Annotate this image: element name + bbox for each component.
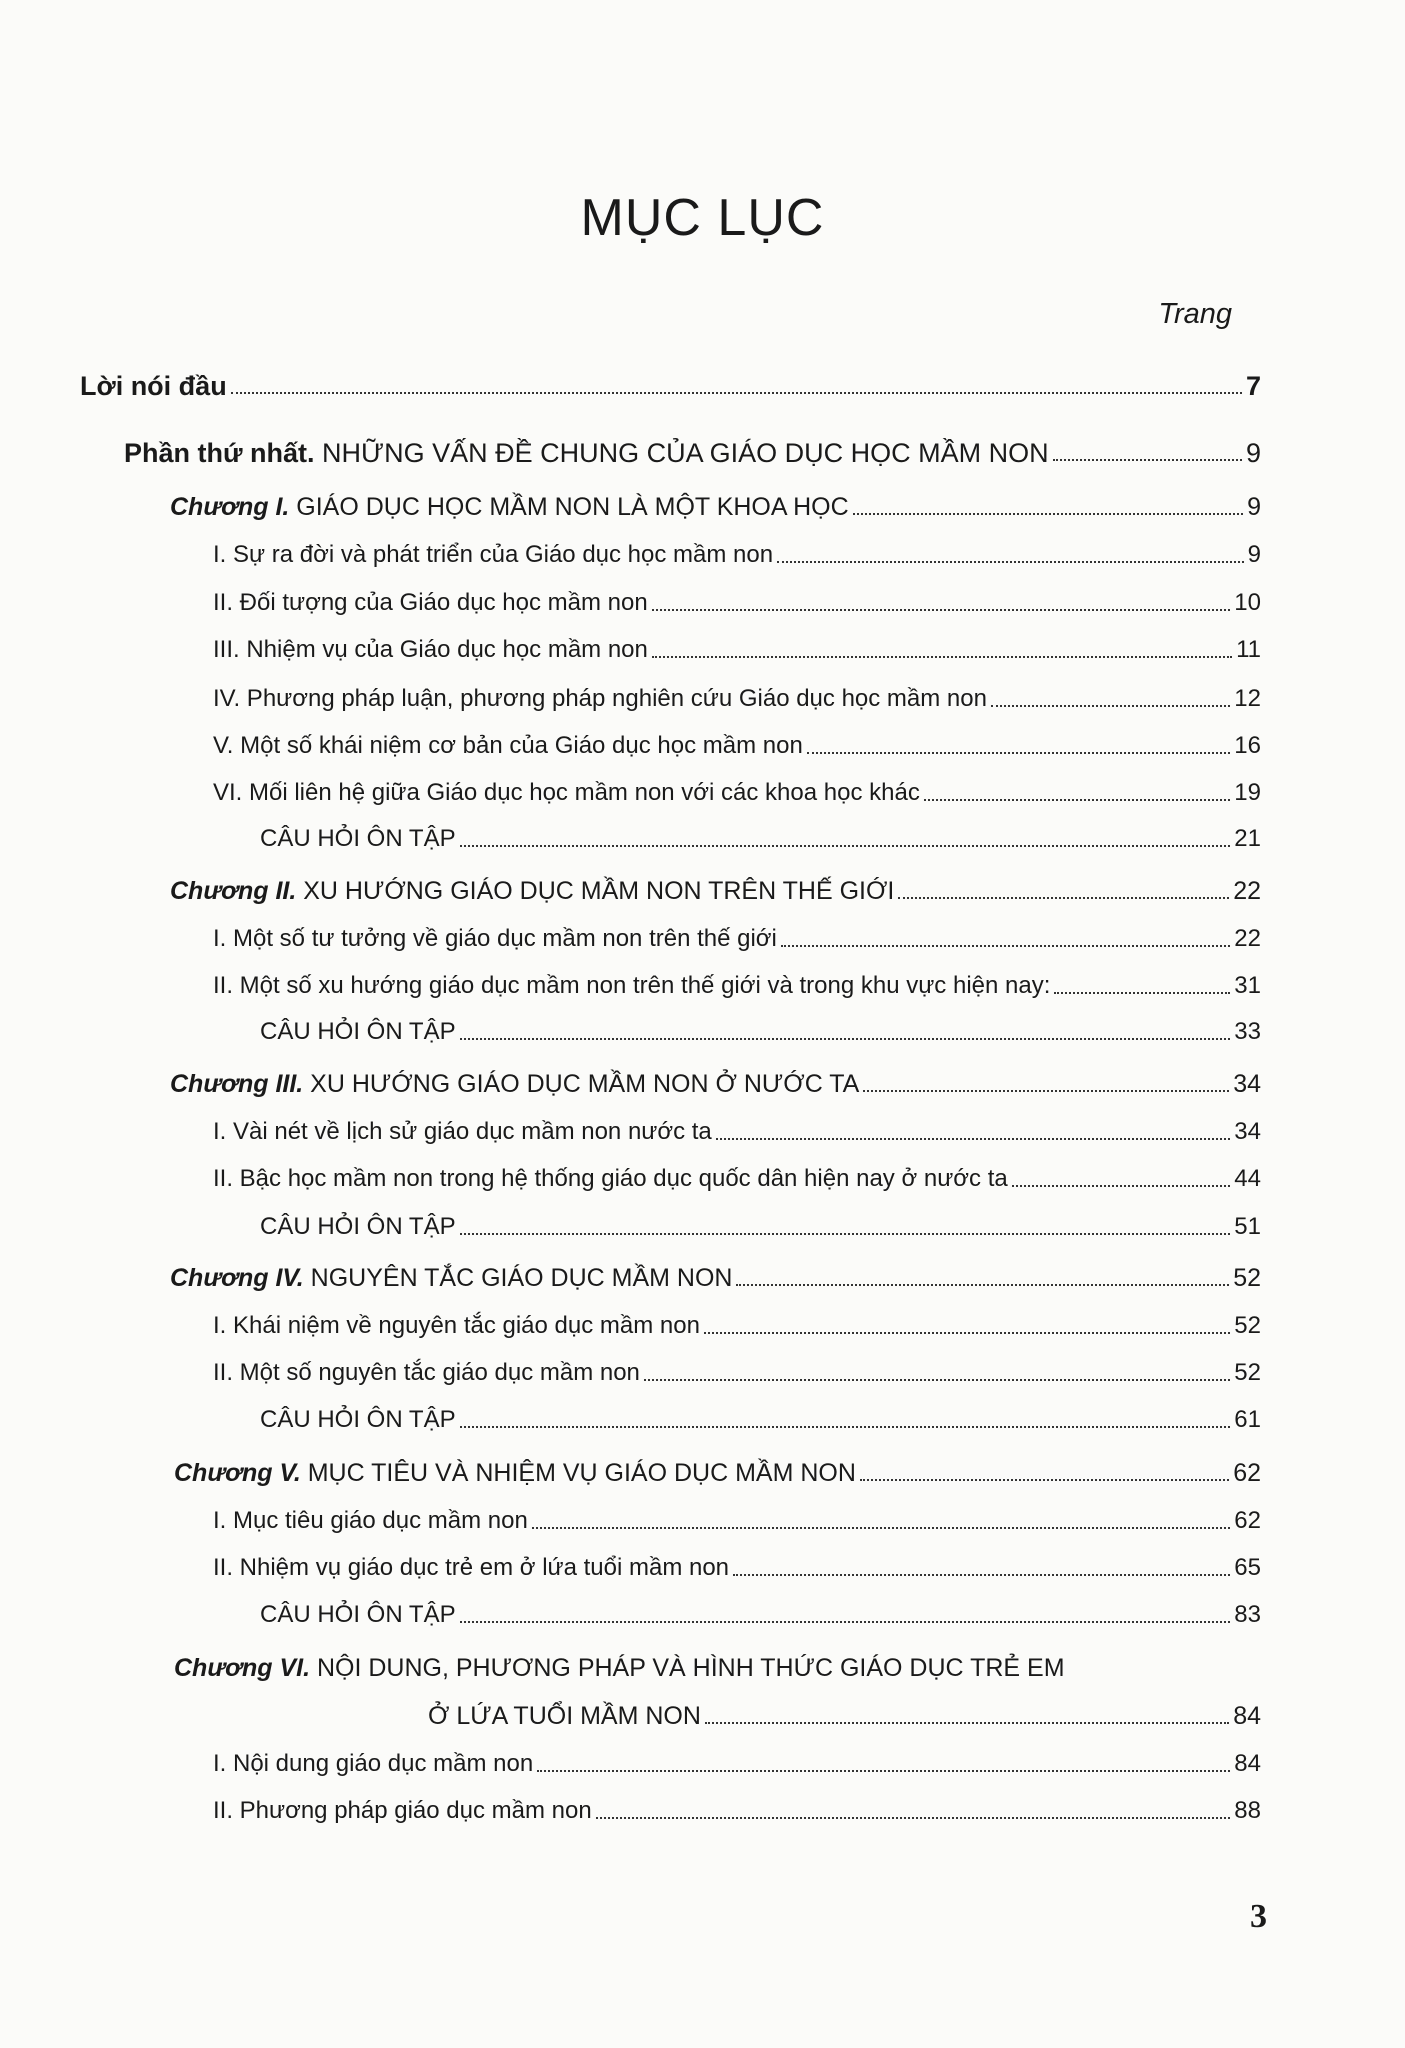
toc-entry-page: 84: [1234, 1750, 1261, 1777]
dot-leader: [704, 1332, 1230, 1334]
toc-entry-page: 84: [1233, 1702, 1261, 1730]
toc-chapter-entry[interactable]: [174, 1652, 1065, 1684]
toc-entry-title: VI. Mối liên hệ giữa Giáo dục học mầm non với các khoa học khác: [213, 779, 920, 806]
dot-leader: [644, 1379, 1230, 1381]
toc-section-entry[interactable]: [213, 777, 1261, 809]
toc-entry-page: 34: [1233, 1070, 1261, 1098]
toc-section-entry[interactable]: [213, 587, 1261, 619]
toc-entry-title: NGUYÊN TẮC GIÁO DỤC MẦM NON: [303, 1264, 733, 1292]
dot-leader: [991, 705, 1230, 707]
toc-entry-page: 52: [1233, 1264, 1261, 1292]
dot-leader: [596, 1817, 1231, 1819]
toc-section-entry[interactable]: [213, 970, 1261, 1002]
toc-review-entry[interactable]: [260, 1016, 1261, 1048]
toc-section-entry[interactable]: [213, 539, 1261, 571]
toc-entry-title: II. Nhiệm vụ giáo dục trẻ em ở lứa tuổi mầm non: [213, 1554, 730, 1581]
toc-entry-title: II. Phương pháp giáo dục mầm non: [213, 1797, 592, 1824]
toc-entry-page: 31: [1234, 972, 1261, 999]
toc-section-entry[interactable]: [213, 1357, 1261, 1389]
dot-leader: [705, 1722, 1229, 1724]
toc-entry-page: 7: [1245, 371, 1261, 401]
toc-entry-page: 61: [1234, 1406, 1261, 1433]
toc-entry-title: Ở LỨA TUỔI MẦM NON: [428, 1702, 701, 1730]
toc-entry-lead: Chương III.: [170, 1070, 304, 1098]
toc-entry-page: 21: [1234, 825, 1261, 852]
toc-chapter-entry[interactable]: [170, 1068, 1261, 1100]
toc-entry-lead: Chương VI.: [174, 1654, 311, 1682]
dot-leader: [736, 1284, 1229, 1286]
toc-entry-lead: Chương V.: [174, 1459, 301, 1487]
toc-entry-lead: Chương IV.: [170, 1264, 304, 1292]
toc-entry-page: 65: [1234, 1554, 1261, 1581]
toc-entry-page: 9: [1245, 438, 1261, 468]
toc-entry-page: 16: [1234, 732, 1261, 759]
toc-entry-page: 34: [1234, 1118, 1261, 1145]
toc-chapter-entry[interactable]: [174, 1457, 1261, 1489]
toc-chapter-entry[interactable]: [170, 1262, 1261, 1294]
toc-entry-page: 22: [1234, 925, 1261, 952]
toc-entry-page: 88: [1234, 1797, 1261, 1824]
toc-chapter-entry[interactable]: [170, 491, 1261, 523]
dot-leader: [924, 799, 1230, 801]
dot-leader: [231, 392, 1242, 394]
toc-review-entry[interactable]: [260, 1404, 1261, 1436]
toc-entry-page: 11: [1236, 636, 1261, 663]
dot-leader: [781, 945, 1230, 947]
toc-entry-title: I. Vài nét về lịch sử giáo dục mầm non nước ta: [213, 1118, 712, 1145]
toc-entry-title: MỤC TIÊU VÀ NHIỆM VỤ GIÁO DỤC MẦM NON: [300, 1459, 856, 1487]
dot-leader: [460, 1621, 1231, 1623]
toc-entry-title: II. Đối tượng của Giáo dục học mầm non: [213, 589, 648, 616]
dot-leader: [716, 1138, 1231, 1140]
dot-leader: [532, 1527, 1230, 1529]
dot-leader: [460, 1426, 1231, 1428]
toc-entry-page: 22: [1233, 877, 1261, 905]
toc-chapter-entry[interactable]: [170, 875, 1261, 907]
toc-entry-page: 12: [1234, 685, 1261, 712]
dot-leader: [1053, 459, 1242, 461]
toc-entry-page: 51: [1234, 1213, 1261, 1240]
dot-leader: [1012, 1185, 1231, 1187]
toc-entry-title: GIÁO DỤC HỌC MẦM NON LÀ MỘT KHOA HỌC: [289, 493, 849, 521]
dot-leader: [853, 513, 1243, 515]
toc-entry-title: CÂU HỎI ÔN TẬP: [260, 1213, 456, 1240]
toc-entry-page: 52: [1234, 1312, 1261, 1339]
toc-entry-page: 33: [1234, 1018, 1261, 1045]
dot-leader: [733, 1574, 1230, 1576]
toc-entry-title: CÂU HỎI ÔN TẬP: [260, 825, 456, 852]
toc-entry-title: I. Khái niệm về nguyên tắc giáo dục mầm non: [213, 1312, 700, 1339]
toc-entry-page: 10: [1234, 589, 1261, 616]
toc-entry-lead: Chương I.: [170, 493, 290, 521]
toc-section-entry[interactable]: [213, 1116, 1261, 1148]
toc-section-entry[interactable]: [213, 1795, 1261, 1827]
dot-leader: [807, 752, 1230, 754]
toc-section-entry[interactable]: [213, 683, 1261, 715]
dot-leader: [537, 1770, 1230, 1772]
toc-entry-title: Lời nói đầu: [80, 371, 227, 401]
page-title: MỤC LỤC: [580, 189, 825, 247]
dot-leader: [652, 609, 1231, 611]
page-number: 3: [1250, 1898, 1267, 1935]
toc-entry-title: CÂU HỎI ÔN TẬP: [260, 1601, 456, 1628]
toc-entry[interactable]: [80, 370, 1261, 402]
toc-entry-page: 62: [1233, 1459, 1261, 1487]
toc-section-entry[interactable]: [213, 730, 1261, 762]
dot-leader: [777, 561, 1244, 563]
toc-entry-title: XU HƯỚNG GIÁO DỤC MẦM NON Ở NƯỚC TA: [303, 1070, 860, 1098]
toc-entry-page: 44: [1234, 1165, 1261, 1192]
toc-entry-lead: Chương II.: [170, 877, 297, 905]
toc-entry-lead: Phần thứ nhất.: [124, 438, 315, 468]
toc-entry-title: II. Một số nguyên tắc giáo dục mầm non: [213, 1359, 640, 1386]
toc-entry-title: II. Bậc học mầm non trong hệ thống giáo dục quốc dân hiện nay ở nước ta: [213, 1165, 1008, 1192]
page-column-label: Trang: [1158, 298, 1232, 330]
dot-leader: [860, 1479, 1229, 1481]
toc-part-entry[interactable]: [124, 437, 1261, 469]
toc-entry-page: 83: [1234, 1601, 1261, 1628]
dot-leader: [898, 897, 1229, 899]
toc-section-entry[interactable]: [213, 1310, 1261, 1342]
toc-review-entry[interactable]: [260, 1211, 1261, 1243]
toc-section-entry[interactable]: [213, 1748, 1261, 1780]
dot-leader: [460, 1038, 1231, 1040]
toc-entry-title: V. Một số khái niệm cơ bản của Giáo dục học mầm non: [213, 732, 803, 759]
toc-entry-page: 52: [1234, 1359, 1261, 1386]
toc-entry-title: NHỮNG VẤN ĐỀ CHUNG CỦA GIÁO DỤC HỌC MẦM NON: [314, 438, 1049, 468]
toc-section-entry[interactable]: [213, 1163, 1261, 1195]
toc-section-entry[interactable]: [213, 923, 1261, 955]
toc-entry-title: XU HƯỚNG GIÁO DỤC MẦM NON TRÊN THẾ GIỚI: [296, 877, 895, 905]
toc-entry-page: 19: [1234, 779, 1261, 806]
toc-review-entry[interactable]: [260, 823, 1261, 855]
toc-entry-title: I. Mục tiêu giáo dục mầm non: [213, 1507, 528, 1534]
dot-leader: [863, 1090, 1229, 1092]
toc-entry-title: III. Nhiệm vụ của Giáo dục học mầm non: [213, 636, 648, 663]
toc-entry-title: IV. Phương pháp luận, phương pháp nghiên cứu Giáo dục học mầm non: [213, 685, 987, 712]
toc-entry-title: I. Sự ra đời và phát triển của Giáo dục học mầm non: [213, 541, 774, 568]
toc-entry-title: CÂU HỎI ÔN TẬP: [260, 1018, 456, 1045]
toc-entry-page: 62: [1234, 1507, 1261, 1534]
toc-section-entry[interactable]: [213, 1505, 1261, 1537]
toc-chapter-continuation[interactable]: [428, 1700, 1261, 1732]
toc-entry-title: I. Một số tư tưởng về giáo dục mầm non trên thế giới: [213, 925, 777, 952]
toc-entry-page: 9: [1247, 541, 1261, 568]
toc-section-entry[interactable]: [213, 1552, 1261, 1584]
dot-leader: [652, 656, 1232, 658]
dot-leader: [1054, 992, 1230, 994]
toc-entry-title: NỘI DUNG, PHƯƠNG PHÁP VÀ HÌNH THỨC GIÁO DỤC TRẺ EM: [310, 1654, 1065, 1682]
toc-entry-title: I. Nội dung giáo dục mầm non: [213, 1750, 534, 1777]
toc-review-entry[interactable]: [260, 1599, 1261, 1631]
toc-entry-title: II. Một số xu hướng giáo dục mầm non trên thế giới và trong khu vực hiện nay:: [213, 972, 1051, 999]
toc-entry-title: CÂU HỎI ÔN TẬP: [260, 1406, 456, 1433]
dot-leader: [460, 1233, 1231, 1235]
toc-entry-page: 9: [1247, 493, 1261, 521]
toc-section-entry[interactable]: [213, 634, 1261, 666]
dot-leader: [460, 845, 1231, 847]
